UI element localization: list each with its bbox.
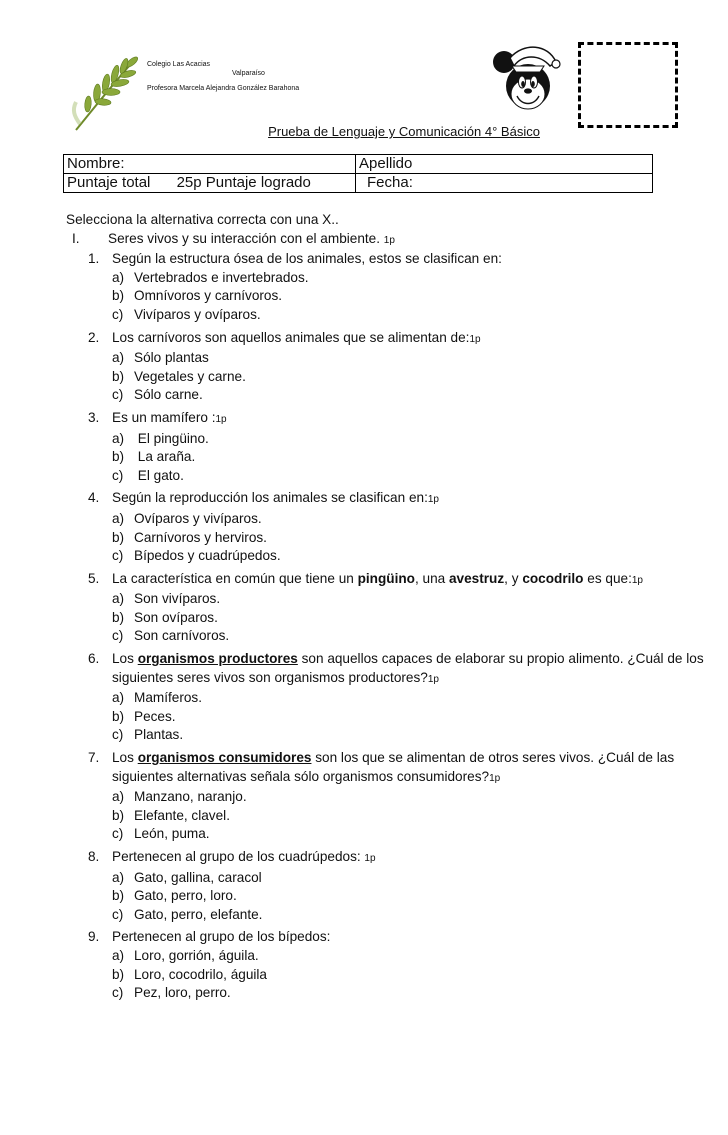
answer-option[interactable] <box>112 627 706 646</box>
option-text: Ovíparos y vivíparos. <box>134 510 262 526</box>
city-name: Valparaíso <box>232 70 265 77</box>
option-letter: a) <box>112 591 125 607</box>
option-text: La araña. <box>134 449 196 465</box>
question-number: 6. <box>88 651 100 667</box>
option-letter: c) <box>112 906 124 922</box>
option-text: Mamíferos. <box>134 690 202 706</box>
question-text <box>112 329 706 350</box>
question-text-part: La característica en común que tiene un <box>112 570 358 586</box>
question-text <box>112 250 706 269</box>
answer-option[interactable] <box>112 467 706 486</box>
answer-option[interactable] <box>112 430 706 449</box>
question-number: 1. <box>88 251 100 267</box>
question-item <box>66 409 706 485</box>
option-letter: a) <box>112 869 125 885</box>
question-list <box>66 250 706 1003</box>
question-text-part: es que: <box>583 570 632 586</box>
option-text: Omnívoros y carnívoros. <box>134 288 283 304</box>
option-text: Elefante, clavel. <box>134 807 230 823</box>
answer-option[interactable] <box>112 609 706 628</box>
option-letter: b) <box>112 529 125 545</box>
table-row <box>64 155 653 174</box>
total-score-label: Puntaje total <box>67 174 151 191</box>
answer-option[interactable] <box>112 708 706 727</box>
option-text: El pingüino. <box>134 430 209 446</box>
answer-option[interactable] <box>112 947 706 966</box>
leaf-branch-logo <box>66 52 144 134</box>
question-number: 9. <box>88 929 100 945</box>
option-text: Son vivíparos. <box>134 591 221 607</box>
points-label: 1p <box>427 494 439 506</box>
option-text: Gato, perro, loro. <box>134 888 237 904</box>
option-letter: a) <box>112 269 125 285</box>
question-text <box>112 749 706 788</box>
option-text: Son carnívoros. <box>134 628 230 644</box>
answer-option[interactable] <box>112 349 706 368</box>
answer-option[interactable] <box>112 689 706 708</box>
question-item <box>66 928 706 1002</box>
answer-option[interactable] <box>112 547 706 566</box>
points-label: 1p <box>469 333 481 345</box>
option-letter: c) <box>112 985 124 1001</box>
points-label: 1p <box>215 413 227 425</box>
question-text-part: Los <box>112 750 138 766</box>
option-letter: c) <box>112 727 124 743</box>
question-text-part: son los que se alimentan de otros seres vivos. ¿Cuál de las siguientes alternativas señala sólo organismos consumidores? <box>112 750 675 784</box>
option-text: Sólo plantas <box>134 350 209 366</box>
option-letter: b) <box>112 807 125 823</box>
option-text: Bípedos y cuadrúpedos. <box>134 548 281 564</box>
question-number: 8. <box>88 849 100 864</box>
surname-field[interactable] <box>356 155 653 174</box>
option-letter: a) <box>112 510 125 526</box>
question-text-part: Los carnívoros son aquellos animales que se alimentan de: <box>112 329 470 345</box>
question-text-part: son aquellos capaces de elaborar su propio alimento. ¿Cuál de los siguientes seres vivos son organismos productores? <box>112 651 704 685</box>
student-info-table <box>63 154 653 193</box>
answer-option[interactable] <box>112 966 706 985</box>
question-text-part: , una <box>414 570 449 586</box>
answer-option[interactable] <box>112 869 706 888</box>
question-item <box>66 848 706 924</box>
score-value: 25p Puntaje logrado <box>176 174 311 191</box>
question-text-part: , y <box>504 570 523 586</box>
option-text: Manzano, naranjo. <box>134 789 247 805</box>
option-letter: a) <box>112 430 125 446</box>
question-number: 3. <box>88 409 100 425</box>
question-number: 2. <box>88 329 100 345</box>
question-text-part: Los <box>112 651 138 667</box>
question-item <box>66 749 706 844</box>
question-text <box>112 928 706 947</box>
name-field[interactable] <box>64 155 356 174</box>
question-number: 5. <box>88 570 100 586</box>
option-letter: b) <box>112 966 125 982</box>
option-text: Vivíparos y ovíparos. <box>134 306 261 322</box>
option-text: El gato. <box>134 467 184 483</box>
option-letter: a) <box>112 350 125 366</box>
option-letter: a) <box>112 690 125 706</box>
option-letter: c) <box>112 467 124 483</box>
question-text <box>112 489 706 510</box>
option-letter: c) <box>112 826 124 842</box>
question-text-part: Pertenecen al grupo de los bípedos: <box>112 929 331 945</box>
option-text: Carnívoros y herviros. <box>134 529 267 545</box>
answer-option[interactable] <box>112 590 706 609</box>
answer-option[interactable] <box>112 306 706 325</box>
option-letter: a) <box>112 947 125 963</box>
answer-option[interactable] <box>112 887 706 906</box>
question-item <box>66 250 706 324</box>
option-text: Vertebrados e invertebrados. <box>134 269 309 285</box>
question-text-part: Pertenecen al grupo de los cuadrúpedos: <box>112 849 365 864</box>
section-title: Seres vivos y su interacción con el ambiente. <box>108 230 381 246</box>
question-item <box>66 489 706 565</box>
option-letter: b) <box>112 288 125 304</box>
option-text: León, puma. <box>134 826 210 842</box>
points-label: 1p <box>383 234 395 246</box>
option-letter: a) <box>112 789 125 805</box>
points-label: 1p <box>631 574 643 586</box>
answer-option[interactable] <box>112 726 706 745</box>
answer-option[interactable] <box>112 448 706 467</box>
question-item <box>66 329 706 405</box>
date-label: Fecha: <box>367 174 413 191</box>
option-letter: b) <box>112 449 125 465</box>
option-text: Vegetales y carne. <box>134 368 246 384</box>
teacher-name: Profesora Marcela Alejandra González Barahona <box>147 85 300 92</box>
question-text-part: Es un mamífero : <box>112 409 216 425</box>
option-letter: c) <box>112 387 124 403</box>
answer-option[interactable] <box>112 529 706 548</box>
option-text: Gato, perro, elefante. <box>134 906 263 922</box>
question-text <box>112 409 706 430</box>
question-text-part: Según la estructura ósea de los animales, estos se clasifican en: <box>112 251 502 267</box>
option-text: Gato, gallina, caracol <box>134 869 262 885</box>
option-text: Plantas. <box>134 727 184 743</box>
answer-option[interactable] <box>112 287 706 306</box>
grade-box <box>578 42 678 128</box>
name-label: Nombre: <box>67 155 125 172</box>
points-label: 1p <box>489 772 501 784</box>
question-text <box>112 848 706 869</box>
key-term: pingüino <box>357 570 415 586</box>
page-title: Prueba de Lenguaje y Comunicación 4° Básico <box>268 124 540 139</box>
key-term: cocodrilo <box>522 570 584 586</box>
option-letter: b) <box>112 888 125 904</box>
answer-option[interactable] <box>112 510 706 529</box>
section-number: I. <box>72 230 80 246</box>
option-text: Pez, loro, perro. <box>134 985 231 1001</box>
section-heading <box>66 230 706 251</box>
option-letter: b) <box>112 368 125 384</box>
key-term: organismos consumidores <box>137 750 312 766</box>
key-term: avestruz <box>449 570 505 586</box>
answer-option[interactable] <box>112 807 706 826</box>
question-text <box>112 570 706 591</box>
quiz-content <box>66 211 706 1003</box>
mickey-santa-mascot-icon <box>490 40 562 124</box>
option-letter: c) <box>112 548 124 564</box>
instructions: Selecciona la alternativa correcta con una X.. <box>66 212 339 227</box>
question-number: 4. <box>88 490 100 506</box>
option-text: Peces. <box>134 708 176 724</box>
option-text: Loro, cocodrilo, águila <box>134 966 267 982</box>
question-text-part: Según la reproducción los animales se clasifican en: <box>112 490 428 506</box>
answer-option[interactable] <box>112 368 706 387</box>
answer-option[interactable] <box>112 984 706 1003</box>
question-number: 7. <box>88 750 100 766</box>
answer-option[interactable] <box>112 906 706 925</box>
option-letter: c) <box>112 628 124 644</box>
question-text <box>112 650 706 689</box>
question-item <box>66 570 706 646</box>
points-label: 1p <box>364 853 376 864</box>
surname-label: Apellido <box>359 155 413 172</box>
option-letter: b) <box>112 609 125 625</box>
score-cell[interactable] <box>64 174 356 193</box>
answer-option[interactable] <box>112 269 706 288</box>
option-text: Sólo carne. <box>134 387 203 403</box>
answer-option[interactable] <box>112 386 706 405</box>
points-label: 1p <box>427 673 439 685</box>
answer-option[interactable] <box>112 825 706 844</box>
option-letter: b) <box>112 708 125 724</box>
date-field[interactable] <box>356 174 653 193</box>
option-text: Loro, gorrión, águila. <box>134 947 259 963</box>
option-letter: c) <box>112 306 124 322</box>
option-text: Son ovíparos. <box>134 609 218 625</box>
question-item <box>66 650 706 745</box>
school-name: Colegio Las Acacias <box>147 61 211 68</box>
key-term: organismos productores <box>137 651 298 667</box>
answer-option[interactable] <box>112 788 706 807</box>
table-row <box>64 174 653 193</box>
